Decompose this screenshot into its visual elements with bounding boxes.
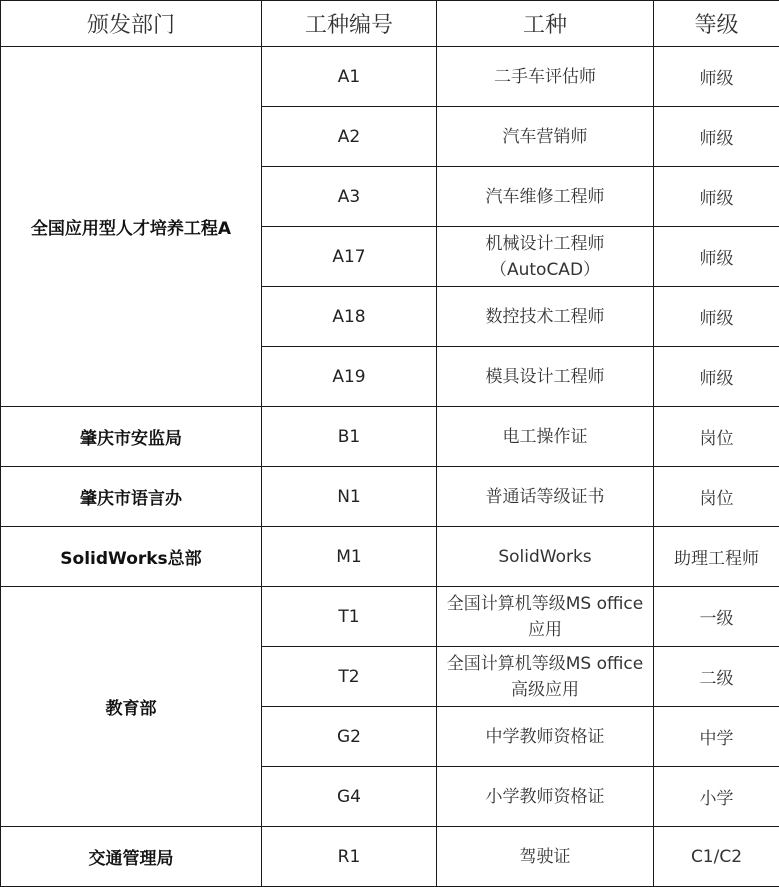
header-name: 工种 (437, 1, 654, 47)
name-cell: 汽车维修工程师 (437, 167, 654, 227)
code-cell: G2 (262, 707, 437, 767)
name-cell: 普通话等级证书 (437, 467, 654, 527)
code-cell: G4 (262, 767, 437, 827)
table-row (1, 467, 779, 527)
level-cell: 岗位 (654, 467, 779, 527)
name-cell: 全国计算机等级MS office高级应用 (437, 647, 654, 707)
dept-cell: 肇庆市安监局 (1, 407, 262, 467)
name-cell: 电工操作证 (437, 407, 654, 467)
level-cell: 二级 (654, 647, 779, 707)
code-cell: A1 (262, 47, 437, 107)
code-cell: A18 (262, 287, 437, 347)
name-cell: 小学教师资格证 (437, 767, 654, 827)
table-row (1, 407, 779, 467)
name-cell: 中学教师资格证 (437, 707, 654, 767)
header-code: 工种编号 (262, 1, 437, 47)
code-cell: A2 (262, 107, 437, 167)
dept-cell: 教育部 (1, 587, 262, 827)
header-row (1, 1, 779, 47)
level-cell: 中学 (654, 707, 779, 767)
dept-cell: 全国应用型人才培养工程A (1, 47, 262, 407)
name-cell: 数控技术工程师 (437, 287, 654, 347)
code-cell: A17 (262, 227, 437, 287)
name-cell: 机械设计工程师（AutoCAD） (437, 227, 654, 287)
dept-cell: SolidWorks总部 (1, 527, 262, 587)
level-cell: 助理工程师 (654, 527, 779, 587)
code-cell: R1 (262, 827, 437, 887)
table-body (1, 47, 779, 887)
level-cell: 师级 (654, 107, 779, 167)
code-cell: B1 (262, 407, 437, 467)
code-cell: T1 (262, 587, 437, 647)
level-cell: 师级 (654, 167, 779, 227)
dept-cell: 肇庆市语言办 (1, 467, 262, 527)
name-cell: 模具设计工程师 (437, 347, 654, 407)
level-cell: 小学 (654, 767, 779, 827)
header-level: 等级 (654, 1, 779, 47)
level-cell: 岗位 (654, 407, 779, 467)
name-cell: SolidWorks (437, 527, 654, 587)
table-row (1, 827, 779, 887)
level-cell: 师级 (654, 347, 779, 407)
level-cell: 一级 (654, 587, 779, 647)
code-cell: N1 (262, 467, 437, 527)
table-row (1, 587, 779, 647)
name-cell: 全国计算机等级MS office应用 (437, 587, 654, 647)
level-cell: C1/C2 (654, 827, 779, 887)
code-cell: T2 (262, 647, 437, 707)
header-dept: 颁发部门 (1, 1, 262, 47)
level-cell: 师级 (654, 287, 779, 347)
level-cell: 师级 (654, 227, 779, 287)
table-row (1, 527, 779, 587)
code-cell: A19 (262, 347, 437, 407)
name-cell: 驾驶证 (437, 827, 654, 887)
name-cell: 二手车评估师 (437, 47, 654, 107)
code-cell: M1 (262, 527, 437, 587)
dept-cell: 交通管理局 (1, 827, 262, 887)
name-cell: 汽车营销师 (437, 107, 654, 167)
table-row (1, 47, 779, 107)
code-cell: A3 (262, 167, 437, 227)
level-cell: 师级 (654, 47, 779, 107)
